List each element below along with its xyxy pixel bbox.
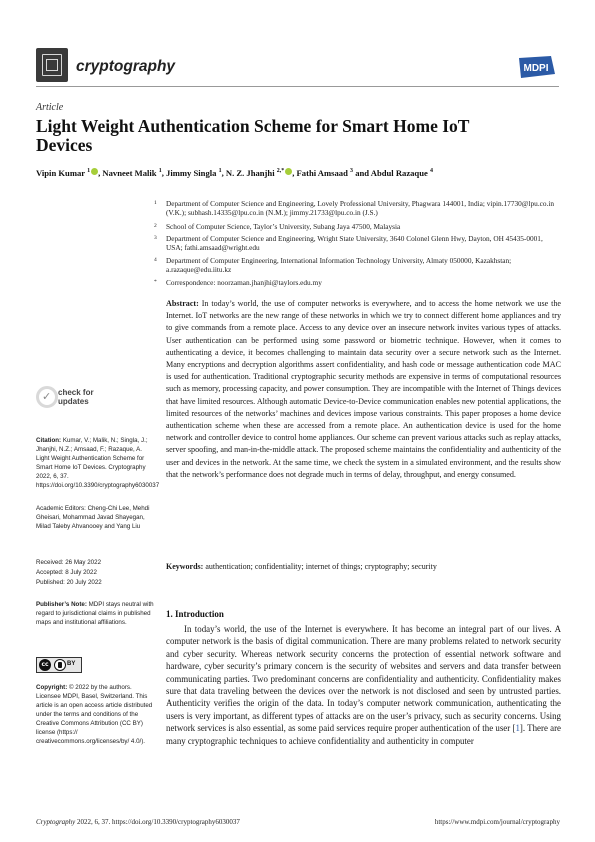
affiliation: 3 Department of Computer Science and Engineering, Wright State University, 3640 Colonel Glenn Hwy, Dayton, OH 45435-0001, USA; fathi.amsaad@wright.edu [154,234,543,253]
citation: Citation: Kumar, V.; Malik, N.; Singla, J.; Jhanjhi, N.Z.; Amsaad, F.; Razaque, A. Light Weight Authentication Scheme for Smart Home IoT Devices. Cryptography 2022, 6, 37. https://doi.org/10.3390/cryptography6030037 [36,437,160,489]
footer-citation: Cryptography 2022, 6, 37. https://doi.org/10.3390/cryptography6030037 [36,818,240,826]
author[interactable]: Jimmy Singla [166,168,217,178]
section-heading: 1. Introduction [166,609,224,619]
header-divider [36,86,559,87]
author[interactable]: N. Z. Jhanjhi [225,168,275,178]
citation-link[interactable]: 1 [515,723,520,734]
keywords-label: Keywords: [166,562,204,571]
check-updates-icon: ✓ [36,386,58,408]
abstract [166,298,561,481]
keywords [166,561,561,572]
article-type: Article [36,102,64,113]
accepted-date: Accepted: 8 July 2022 [36,569,97,576]
journal-name: cryptography [76,58,176,75]
check-updates-label: check for updates [58,388,94,406]
orcid-icon[interactable] [91,168,98,175]
cc-by-license-icon[interactable]: cc BY [36,657,82,673]
received-date: Received: 26 May 2022 [36,559,102,566]
publisher-note: Publisher’s Note: MDPI stays neutral with regard to jurisdictional claims in published maps and institutional affiliations. [36,601,154,626]
copyright: Copyright: © 2022 by the authors. Licensee MDPI, Basel, Switzerland. This article is an open access article distributed under the terms and conditions of the Creative Commons Attribution (CC BY) license (https:// creativecommons.org/licenses/by/ 4.0/). [36,684,153,745]
correspondence: * Correspondence: noorzaman.jhanjhi@taylors.edu.my [154,278,322,287]
introduction-paragraph: In today’s world, the use of the Internet is everywhere. It has become an integral part of our lives. A computer network is the basis of digital communication. There are many problems related to network security and cyber security. Whereas network security concerns the protection of essential network software and hardware, cyber security’s primary concern is the security of websites and servers and data transfer between communicating parties. Two predominant concerns are confidentiality and authenticity. Confidentiality makes sure that data traveling between the devices over the network is not disclosed and seen by untrusted parties. Authenticity verifies the origin of the data. In today’s computer network communication, authenticating the users is very important, as different types of attacks are on the user’s privacy, such as security concerns. Using network services is also essential, as some paid services require proper authentication of the user [1]. There are many cryptographic techniques to achieve confidentiality and authenticity in computer [166,624,561,746]
check-for-updates-button[interactable] [36,386,122,412]
author[interactable]: Vipin Kumar [36,168,85,178]
affiliation: 2 School of Computer Science, Taylor’s University, Subang Jaya 47500, Malaysia [154,222,401,231]
author-list: Vipin Kumar $^1$ , Navneet Malik $^1$, Jimmy Singla $^1$, N. Z. Jhanjhi $^{2,*}$ , Fathi Amsaad $^3$ and Abdul Razaque $^4$ [36,168,433,178]
author[interactable]: Fathi Amsaad [296,168,348,178]
author[interactable]: Navneet Malik [102,168,157,178]
mdpi-logo-text: MDPI [523,63,549,74]
journal-logo [36,48,68,82]
author[interactable]: Abdul Razaque [370,168,428,178]
abstract-label: Abstract: [166,299,199,308]
person-icon [54,659,66,671]
affiliation: 1 Department of Computer Science and Engineering, Lovely Professional University, Phagwara 144001, India; vipin.17730@lpu.co.in (V.K.); subhash.14335@lpu.co.in (N.M.); jimmy.21733@lpu.co.in (J.S.) [154,199,555,218]
keywords-text: authentication; confidentiality; internet of things; cryptography; security [205,562,437,571]
article-title: Light Weight Authentication Scheme for Smart Home IoT Devices [36,116,470,155]
abstract-text: In today’s world, the use of computer networks is everywhere, and to access the home network we use the Internet. IoT networks are the new range of these networks in which we try to connect different home appliances and try to give commands from a remote place. Access to any device over an insecure network invites various types of attacks. User authentication can be performed using some password or biometric technique. However, when it comes to authenticating a device, it becomes challenging to maintain data security over a secure network such as the Internet. Many encryptions and decryption algorithms assert confidentiality, and hash code or message authentication code MAC is used for authentication. Traditional cryptographic security methods are expensive in terms of computational resources such as memory, processing capacity, and power consumption. They are incompatible with the Internet of Things devices that have limited resources. Although automatic Device-to-Device communication enables new potential applications, the limited resources of the networks’ machines and devices impose various constraints. This paper proposes a home device authentication scheme when these are accessed from a remote place. An authentication device is used for the home network and controller device to control home appliances. Our scheme can prevent various attacks such as replay attacks, server spoofing, and man-in-the-middle attack. The proposed scheme maintains the confidentiality and authenticity of the user and devices in the network. At the same time, we check the system in a simulated environment, and the results show that the network’s performance does not degrade much in terms of delay, throughput, and energy consumed. [166,299,561,479]
academic-editors: Academic Editors: Cheng-Chi Lee, Mehdi Gheisari, Mohammad Javad Shayegan, Milad Taleby Ahvanooey and Yang Liu [36,505,150,530]
affiliation: 4 Department of Computer Engineering, International Information Technology University, Almaty 050000, Kazakhstan; a.razaque@edu.iitu.kz [154,256,512,275]
cc-icon: cc [39,659,51,671]
mdpi-logo [515,54,557,80]
journal-url-link[interactable]: https://www.mdpi.com/journal/cryptography [434,818,560,826]
published-date: Published: 20 July 2022 [36,579,102,586]
orcid-icon[interactable] [285,168,292,175]
